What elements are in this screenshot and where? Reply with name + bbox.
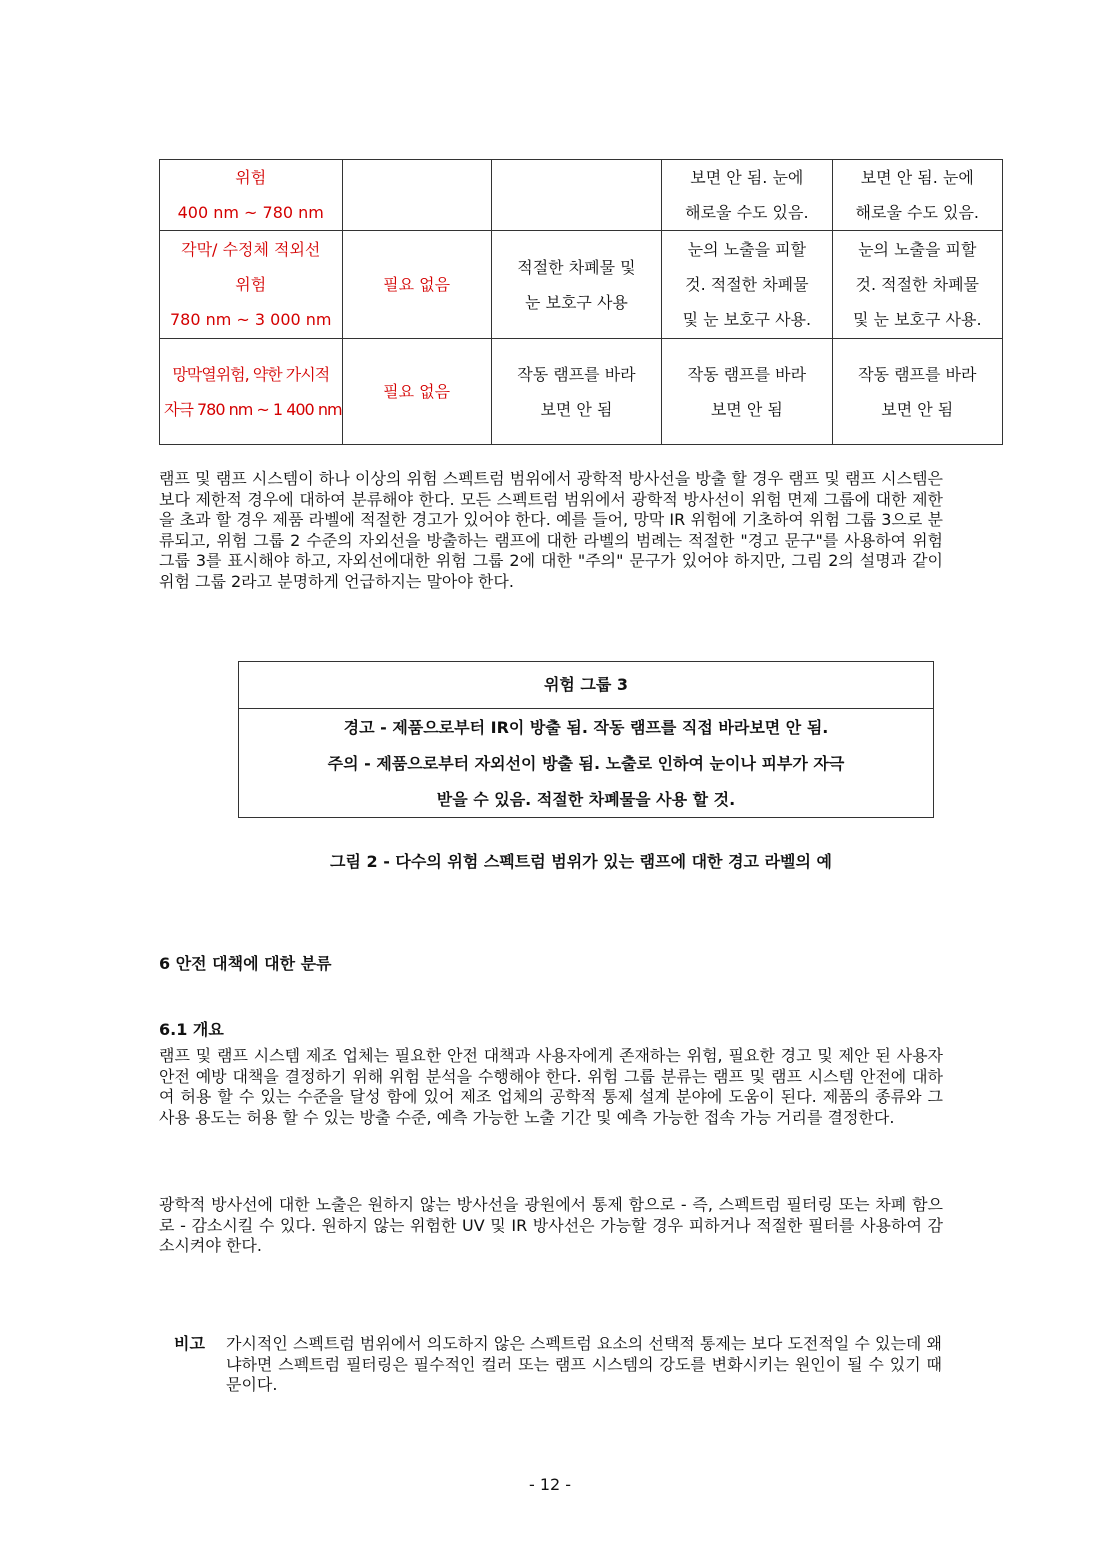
cell-line: 망막열위험, 약한 가시적 bbox=[172, 364, 330, 384]
table-cell bbox=[342, 231, 491, 339]
label-caution-text: 주의 - 제품으로부터 자외선이 방출 됨. 노출로 인하여 눈이나 피부가 자극 bbox=[327, 754, 845, 773]
cell-line: 위험 bbox=[235, 275, 267, 294]
warning-label bbox=[238, 661, 934, 818]
cell-line: 위험 bbox=[235, 168, 267, 187]
cell-line: 각막/ 수정체 적외선 bbox=[181, 240, 321, 259]
cell-line: 작동 램프를 바라 bbox=[687, 364, 807, 384]
cell-line: 해로울 수도 있음. bbox=[685, 203, 809, 222]
table-cell bbox=[491, 339, 661, 445]
section-heading: 6 안전 대책에 대한 분류 bbox=[159, 954, 332, 973]
cell-line: 눈의 노출을 피할 bbox=[687, 240, 807, 259]
cell-line: 보면 안 됨. 눈에 bbox=[860, 168, 974, 187]
table-cell bbox=[832, 339, 1002, 445]
table-cell bbox=[662, 339, 832, 445]
cell-line: 해로울 수도 있음. bbox=[855, 203, 979, 222]
cell-line: 보면 안 됨. 눈에 bbox=[690, 168, 804, 187]
table-cell bbox=[491, 160, 661, 231]
hazard-table bbox=[159, 159, 1003, 445]
table-row bbox=[160, 231, 1003, 339]
cell-line: 적절한 차폐물 및 bbox=[517, 257, 636, 277]
cell-line: 작동 램프를 바라 bbox=[858, 364, 977, 384]
note-text: 가시적인 스펙트럼 범위에서 의도하지 않은 스펙트럼 요소의 선택적 통제는 보다 도전적일 수 있는데 왜냐하면 스펙트럼 필터링은 필수적인 컬러 또는 램프 시스템의 강도를 변화시키는 원인이 될 수 있기 때문이다. bbox=[226, 1334, 942, 1394]
table-cell-hazard bbox=[160, 160, 343, 231]
note-label: 비고 bbox=[174, 1334, 205, 1353]
body-paragraph: 램프 및 램프 시스템이 하나 이상의 위험 스펙트럼 범위에서 광학적 방사선을 방출 할 경우 램프 및 램프 시스템은 보다 제한적 경우에 대하여 분류해야 한다. 모든 스펙트럼 범위에서 광학적 방사선이 위험 면제 그룹에 대한 제한을 초과 할 경우 제품 라벨에 적절한 경고가 있어야 한다. 예를 들어, 망막 IR 위험에 기초하여 위험 그룹 3으로 분류되고, 위험 그룹 2 수준의 자외선을 방출하는 램프에 대한 라벨의 범례는 적절한 "경고 문구"를 사용하여 위험 그룹 3를 표시해야 하고, 자외선에대한 위험 그룹 2에 대한 "주의" 문구가 있어야 하지만, 그림 2의 설명과 같이 위험 그룹 2라고 분명하게 언급하지는 말아야 한다. bbox=[159, 469, 943, 591]
cell-line: 400 nm ~ 780 nm bbox=[177, 203, 324, 222]
subsection-heading: 6.1 개요 bbox=[159, 1020, 224, 1039]
figure-caption: 그림 2 - 다수의 위험 스펙트럼 범위가 있는 램프에 대한 경고 라벨의 예 bbox=[330, 852, 832, 871]
cell-line: 및 눈 보호구 사용. bbox=[682, 310, 812, 329]
table-row bbox=[160, 339, 1003, 445]
table-cell-hazard bbox=[160, 339, 343, 445]
table-cell-hazard bbox=[160, 231, 343, 339]
cell-line: 보면 안 됨 bbox=[881, 399, 954, 419]
cell-line: 작동 램프를 바라 bbox=[517, 364, 636, 384]
table-cell bbox=[832, 231, 1002, 339]
cell-line: 필요 없음 bbox=[383, 275, 451, 294]
label-caution-text: 받을 수 있음. 적절한 차폐물을 사용 할 것. bbox=[436, 790, 736, 809]
body-paragraph: 램프 및 램프 시스템 제조 업체는 필요한 안전 대책과 사용자에게 존재하는 위험, 필요한 경고 및 제안 된 사용자 안전 예방 대책을 결정하기 위해 위험 분석을 수행해야 한다. 위험 그룹 분류는 램프 및 램프 시스템 안전에 대하여 허용 할 수 있는 수준을 달성 함에 있어 제조 업체의 공학적 통제 설계 분야에 도움이 된다. 제품의 종류와 그 사용 용도는 허용 할 수 있는 방출 수준, 예측 가능한 노출 기간 및 예측 가능한 접속 가능 거리를 결정한다. bbox=[159, 1046, 943, 1127]
cell-line: 자극 780 nm ~ 1 400 nm bbox=[164, 399, 342, 419]
label-warning-text: 경고 - 제품으로부터 IR이 방출 됨. 작동 램프를 직접 바라보면 안 됨. bbox=[343, 718, 829, 737]
cell-line: 눈 보호구 사용 bbox=[524, 292, 628, 312]
body-paragraph: 광학적 방사선에 대한 노출은 원하지 않는 방사선을 광원에서 통제 함으로 - 즉, 스펙트럼 필터링 또는 차폐 함으로 - 감소시킬 수 있다. 원하지 않는 위험한 UV 및 IR 방사선은 가능할 경우 피하거나 적절한 필터를 사용하여 감소시켜야 한다. bbox=[159, 1195, 943, 1255]
table-cell bbox=[342, 339, 491, 445]
table-cell bbox=[342, 160, 491, 231]
table-cell bbox=[662, 231, 832, 339]
table-cell bbox=[832, 160, 1002, 231]
cell-line: 780 nm ~ 3 000 nm bbox=[169, 310, 332, 329]
cell-line: 및 눈 보호구 사용. bbox=[853, 310, 982, 329]
table-cell bbox=[491, 231, 661, 339]
cell-line: 눈의 노출을 피할 bbox=[858, 240, 977, 259]
cell-line: 것. 적절한 차폐물 bbox=[855, 275, 979, 294]
cell-line: 것. 적절한 차폐물 bbox=[685, 275, 809, 294]
table-row bbox=[160, 160, 1003, 231]
cell-line: 보면 안 됨 bbox=[540, 399, 613, 419]
page-number: - 12 - bbox=[528, 1475, 572, 1494]
cell-line: 보면 안 됨 bbox=[710, 399, 783, 419]
label-title: 위험 그룹 3 bbox=[239, 662, 933, 709]
table-cell bbox=[662, 160, 832, 231]
cell-line: 필요 없음 bbox=[383, 382, 451, 401]
